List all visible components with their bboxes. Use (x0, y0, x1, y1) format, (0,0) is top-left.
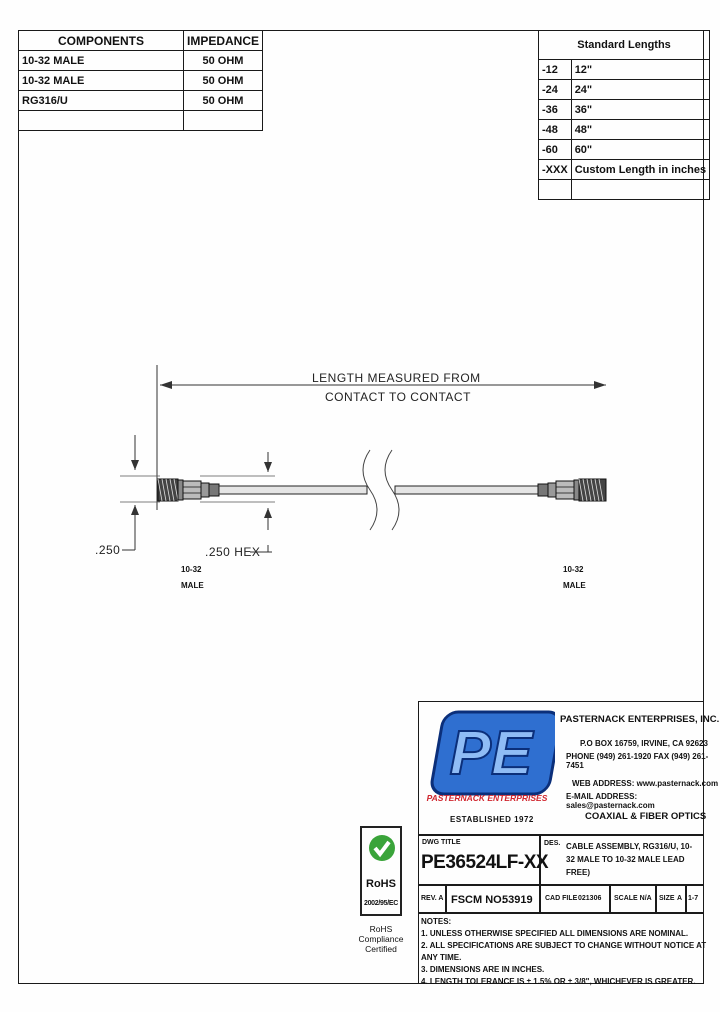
right-connector (538, 479, 606, 501)
suffix-cell (539, 180, 572, 200)
logo-tagline: PASTERNACK ENTERPRISES (426, 793, 548, 803)
impedance-cell: 50 OHM (184, 51, 263, 71)
company-name: PASTERNACK ENTERPRISES, INC. (560, 714, 720, 725)
suffix-cell: -XXX (539, 160, 572, 180)
note-item: 2. ALL SPECIFICATIONS ARE SUBJECT TO CHANGE WITHOUT NOTICE AT ANY TIME. (421, 941, 707, 962)
fscm-value: 53919 (502, 894, 533, 906)
impedance-header: IMPEDANCE (184, 31, 263, 51)
cad-file-value: 021306 (578, 895, 602, 902)
company-address: P.O BOX 16759, IRVINE, CA 92623 (580, 739, 708, 748)
rohs-cert-line1: RoHS (369, 924, 393, 934)
sheet-text: 1-7 (688, 895, 699, 902)
length-cell: 48" (571, 120, 709, 140)
established-text: ESTABLISHED 1972 (450, 815, 534, 824)
standard-lengths-table (538, 30, 710, 200)
company-web: WEB ADDRESS: www.pasternack.com (572, 779, 719, 788)
notes-title: NOTES: (421, 917, 452, 926)
company-division: COAXIAL & FIBER OPTICS (585, 811, 707, 822)
right-connector-label-2: MALE (563, 581, 586, 590)
left-connector-label-1: 10-32 (181, 565, 202, 574)
table-row (539, 80, 710, 100)
length-cell: 24" (571, 80, 709, 100)
table-row (539, 100, 710, 120)
cad-file-label: CAD FILE (545, 895, 578, 902)
arrow-up-icon (264, 508, 272, 518)
table-row (539, 140, 710, 160)
arrow-left-icon (160, 381, 172, 389)
impedance-cell (184, 111, 263, 131)
note-item: 4. LENGTH TOLERANCE IS ± 1.5% OR ± 3/8", WHICHEVER IS GREATER. (421, 977, 696, 986)
table-row (539, 180, 710, 200)
suffix-cell: -24 (539, 80, 572, 100)
arrow-right-icon (594, 381, 606, 389)
table-row (19, 91, 263, 111)
table-row (19, 111, 263, 131)
components-header: COMPONENTS (19, 31, 184, 51)
suffix-cell: -12 (539, 60, 572, 80)
cable-segment-left (219, 486, 367, 494)
components-table (18, 30, 263, 131)
length-cell (571, 180, 709, 200)
component-cell (19, 111, 184, 131)
rohs-directive: 2002/95/EC (364, 900, 398, 907)
rohs-cert-line3: Certified (365, 944, 397, 954)
rohs-certification (358, 924, 404, 954)
logo-initials: PE (449, 719, 533, 788)
right-connector-label-1: 10-32 (563, 565, 584, 574)
length-note-line2: CONTACT TO CONTACT (325, 390, 471, 404)
table-row (539, 60, 710, 80)
left-connector-label-2: MALE (181, 581, 204, 590)
standard-lengths-header-row (539, 31, 710, 60)
hex-label: .250 HEX (205, 545, 261, 559)
company-phone: PHONE (949) 261-1920 FAX (949) 261-7451 (566, 752, 709, 770)
scale-text: SCALE N/A (614, 895, 652, 902)
arrow-down-icon (131, 460, 139, 470)
rohs-badge (360, 826, 402, 916)
fscm-label: FSCM NO. (451, 894, 505, 906)
size-label: SIZE (659, 895, 675, 902)
length-cell: Custom Length in inches (571, 160, 709, 180)
rohs-cert-line2: Compliance (358, 934, 404, 944)
rev-label: REV. A (421, 895, 444, 902)
suffix-cell: -60 (539, 140, 572, 160)
dwg-title-label: DWG TITLE (422, 839, 461, 846)
arrow-up-icon (131, 505, 139, 515)
component-cell: 10-32 MALE (19, 71, 184, 91)
notes-list (421, 916, 720, 988)
description-label: DES. (544, 840, 561, 847)
length-cell: 12" (571, 60, 709, 80)
diameter-label: .250 (95, 543, 121, 557)
company-email: E-MAIL ADDRESS: sales@pasternack.com (566, 792, 655, 810)
length-cell: 60" (571, 140, 709, 160)
company-logo (425, 708, 555, 804)
table-row (539, 160, 710, 180)
table-row (19, 71, 263, 91)
standard-lengths-title: Standard Lengths (539, 31, 710, 60)
impedance-cell: 50 OHM (184, 71, 263, 91)
components-header-row (19, 31, 263, 51)
impedance-cell: 50 OHM (184, 91, 263, 111)
table-row (539, 120, 710, 140)
arrow-down-icon (264, 462, 272, 472)
component-cell: 10-32 MALE (19, 51, 184, 71)
left-connector (158, 479, 219, 501)
rohs-label: RoHS (366, 878, 396, 890)
size-value: A (677, 895, 683, 902)
part-number: PE36524LF-XX (421, 852, 549, 873)
length-cell: 36" (571, 100, 709, 120)
description-text: CABLE ASSEMBLY, RG316/U, 10-32 MALE TO 10-32 MALE LEAD FREE) (566, 842, 693, 877)
length-note-line1: LENGTH MEASURED FROM (312, 371, 481, 385)
note-item: 1. UNLESS OTHERWISE SPECIFIED ALL DIMENSIONS ARE NOMINAL. (421, 929, 689, 938)
suffix-cell: -36 (539, 100, 572, 120)
component-cell: RG316/U (19, 91, 184, 111)
cable-segment-right (395, 486, 538, 494)
note-item: 3. DIMENSIONS ARE IN INCHES. (421, 965, 545, 974)
table-row (19, 51, 263, 71)
rohs-check-icon (368, 832, 396, 864)
suffix-cell: -48 (539, 120, 572, 140)
